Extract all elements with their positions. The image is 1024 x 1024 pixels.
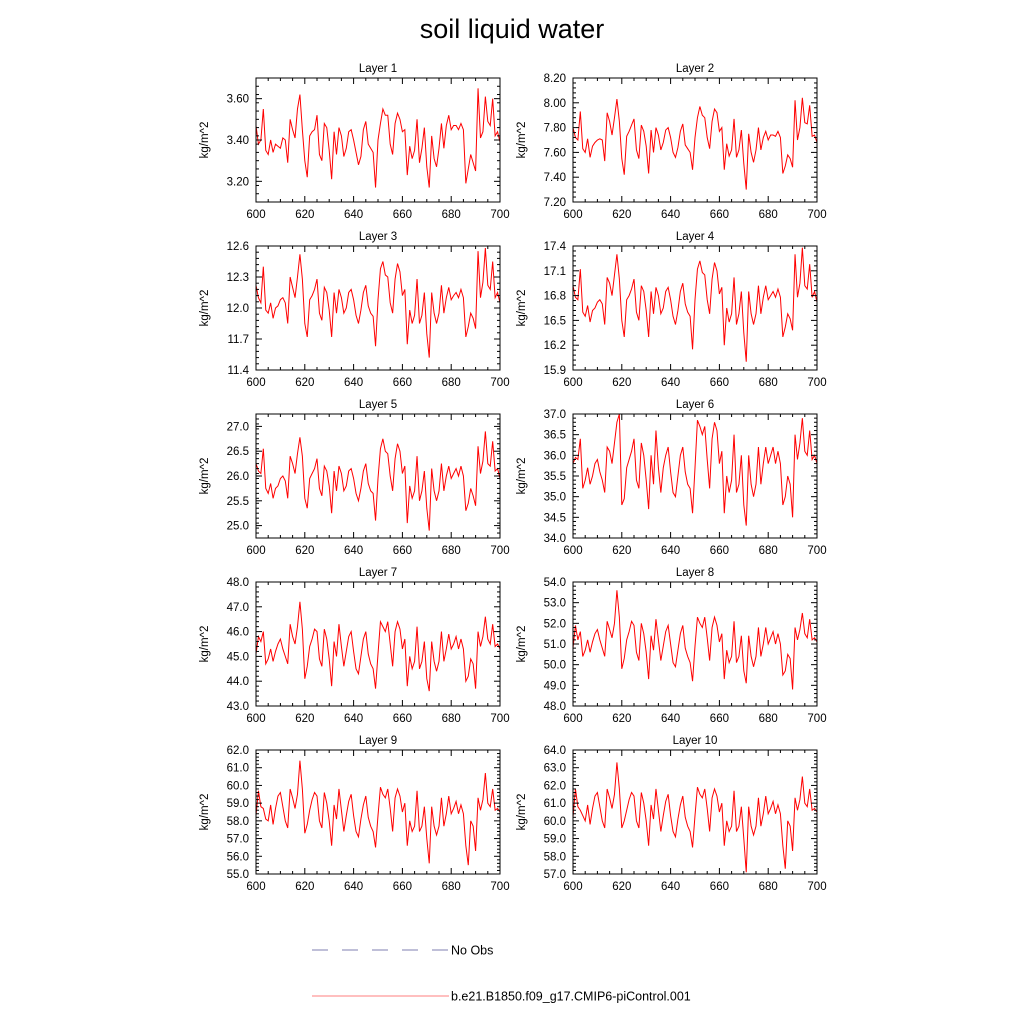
panel-6 (516, 399, 827, 557)
y-tick-label: 34.5 (543, 512, 566, 525)
x-tick-label: 680 (758, 209, 778, 221)
x-tick-label: 660 (709, 881, 729, 893)
x-tick-label: 700 (490, 713, 510, 725)
y-tick-label: 36.0 (543, 450, 566, 463)
x-tick-label: 640 (344, 209, 364, 221)
series-line (256, 248, 500, 358)
x-tick-label: 700 (490, 377, 510, 389)
x-tick-label: 620 (295, 713, 315, 725)
y-tick-label: 61.0 (543, 798, 566, 811)
chart-title: soil liquid water (419, 14, 605, 44)
x-tick-label: 600 (246, 881, 266, 893)
y-tick-label: 48.0 (226, 577, 249, 589)
y-axis-label: kg/m^2 (516, 289, 528, 327)
y-tick-label: 7.60 (543, 147, 566, 160)
x-tick-label: 660 (392, 377, 412, 389)
y-tick-label: 17.1 (543, 265, 566, 278)
y-tick-label: 15.9 (543, 365, 566, 377)
y-tick-label: 17.4 (543, 241, 566, 253)
x-tick-label: 700 (807, 881, 827, 893)
y-tick-label: 63.0 (543, 762, 566, 775)
legend-label-no-obs: No Obs (451, 943, 494, 958)
panel-2 (516, 63, 827, 221)
x-tick-label: 660 (392, 209, 412, 221)
series-line (256, 431, 500, 530)
x-tick-label: 600 (246, 209, 266, 221)
x-tick-label: 700 (807, 377, 827, 389)
series-line (573, 762, 817, 872)
x-tick-label: 640 (661, 209, 681, 221)
x-tick-label: 660 (709, 209, 729, 221)
x-tick-label: 640 (661, 881, 681, 893)
y-tick-label: 27.0 (226, 421, 249, 434)
y-tick-label: 12.6 (226, 241, 249, 253)
panel-4 (516, 231, 827, 389)
y-tick-label: 3.20 (226, 176, 249, 189)
y-tick-label: 50.0 (543, 659, 566, 672)
legend (312, 944, 691, 1004)
x-tick-label: 660 (709, 713, 729, 725)
y-tick-label: 12.0 (226, 303, 249, 315)
x-tick-label: 600 (563, 881, 583, 893)
panel-title: Layer 10 (672, 735, 718, 747)
x-tick-label: 700 (807, 713, 827, 725)
y-tick-label: 3.60 (226, 93, 249, 106)
y-tick-label: 49.0 (543, 680, 566, 693)
y-tick-label: 48.0 (543, 701, 566, 713)
y-tick-label: 16.8 (543, 290, 566, 303)
y-axis-label: kg/m^2 (516, 625, 528, 663)
y-tick-label: 25.5 (226, 495, 249, 508)
y-tick-label: 11.4 (227, 365, 249, 377)
y-tick-label: 57.0 (543, 869, 566, 881)
x-tick-label: 680 (758, 713, 778, 725)
y-tick-label: 62.0 (226, 745, 249, 757)
x-tick-label: 600 (246, 713, 266, 725)
y-tick-label: 3.40 (226, 135, 249, 147)
x-tick-label: 680 (441, 713, 461, 725)
panel-title: Layer 8 (675, 567, 715, 579)
y-tick-label: 56.0 (226, 851, 249, 864)
panel-title: Layer 6 (675, 399, 715, 411)
y-tick-label: 58.0 (226, 815, 249, 828)
x-tick-label: 660 (392, 881, 412, 893)
x-tick-label: 680 (758, 881, 778, 893)
legend-label-model-run: b.e21.B1850.f09_g17.CMIP6-piControl.001 (451, 989, 691, 1004)
panel-8 (516, 567, 827, 725)
plot-frame (256, 582, 500, 706)
y-tick-label: 43.0 (226, 701, 249, 713)
y-tick-label: 12.3 (226, 272, 249, 284)
x-tick-label: 620 (295, 377, 315, 389)
x-tick-label: 600 (246, 377, 266, 389)
x-tick-label: 680 (758, 377, 778, 389)
y-tick-label: 8.20 (543, 73, 566, 85)
panel-title: Layer 1 (358, 63, 398, 75)
y-tick-label: 26.0 (226, 471, 249, 483)
y-tick-label: 44.0 (226, 676, 249, 689)
y-tick-label: 52.0 (543, 618, 566, 631)
y-tick-label: 34.0 (543, 533, 566, 545)
series-line (256, 602, 500, 691)
x-tick-label: 640 (344, 377, 364, 389)
series-line (573, 590, 817, 689)
x-tick-label: 680 (758, 545, 778, 557)
y-tick-label: 59.0 (226, 798, 249, 811)
x-tick-label: 620 (295, 209, 315, 221)
panel-title: Layer 2 (675, 63, 715, 75)
y-tick-label: 16.5 (543, 315, 566, 328)
y-axis-label: kg/m^2 (199, 625, 211, 663)
y-tick-label: 59.0 (543, 833, 566, 846)
y-tick-label: 57.0 (226, 833, 249, 846)
y-tick-label: 11.7 (227, 334, 249, 346)
x-tick-label: 700 (490, 881, 510, 893)
x-tick-label: 620 (295, 881, 315, 893)
y-tick-label: 16.2 (543, 340, 566, 353)
y-tick-label: 7.80 (543, 122, 566, 135)
panel-title: Layer 4 (675, 231, 715, 243)
y-axis-label: kg/m^2 (199, 457, 211, 495)
y-tick-label: 55.0 (226, 869, 249, 881)
x-tick-label: 700 (490, 209, 510, 221)
x-tick-label: 620 (295, 545, 315, 557)
x-tick-label: 620 (612, 713, 632, 725)
y-tick-label: 62.0 (543, 780, 566, 793)
x-tick-label: 660 (709, 545, 729, 557)
x-tick-label: 660 (392, 713, 412, 725)
y-axis-label: kg/m^2 (516, 121, 528, 159)
x-tick-label: 680 (441, 545, 461, 557)
x-tick-label: 640 (661, 713, 681, 725)
panel-3 (199, 231, 510, 389)
y-tick-label: 7.20 (543, 197, 566, 209)
y-tick-label: 7.40 (543, 172, 566, 185)
series-line (256, 761, 500, 866)
panel-title: Layer 9 (358, 735, 398, 747)
y-tick-label: 60.0 (543, 815, 566, 828)
y-tick-label: 54.0 (543, 577, 566, 589)
y-tick-label: 61.0 (226, 762, 249, 775)
y-axis-label: kg/m^2 (516, 457, 528, 495)
y-axis-label: kg/m^2 (199, 121, 211, 159)
x-tick-label: 640 (344, 545, 364, 557)
x-tick-label: 620 (612, 209, 632, 221)
x-tick-label: 660 (709, 377, 729, 389)
x-tick-label: 600 (563, 545, 583, 557)
y-tick-label: 45.0 (226, 651, 249, 664)
panel-title: Layer 7 (358, 567, 398, 579)
x-tick-label: 620 (612, 881, 632, 893)
x-tick-label: 680 (441, 209, 461, 221)
y-tick-label: 53.0 (543, 597, 566, 610)
series-line (573, 98, 817, 190)
x-tick-label: 700 (807, 545, 827, 557)
x-tick-label: 600 (563, 209, 583, 221)
y-tick-label: 26.5 (226, 446, 249, 459)
y-axis-label: kg/m^2 (516, 793, 528, 831)
panels (199, 63, 827, 893)
y-tick-label: 37.0 (543, 409, 566, 421)
y-tick-label: 36.5 (543, 429, 566, 442)
y-tick-label: 60.0 (226, 780, 249, 793)
x-tick-label: 640 (661, 545, 681, 557)
y-tick-label: 35.0 (543, 491, 566, 504)
y-tick-label: 51.0 (543, 639, 566, 651)
x-tick-label: 600 (563, 377, 583, 389)
x-tick-label: 600 (246, 545, 266, 557)
panel-title: Layer 5 (358, 399, 398, 411)
x-tick-label: 640 (344, 713, 364, 725)
y-tick-label: 25.0 (226, 520, 249, 533)
x-tick-label: 640 (344, 881, 364, 893)
panel-9 (199, 735, 510, 893)
y-tick-label: 8.00 (543, 97, 566, 110)
y-tick-label: 46.0 (226, 626, 249, 639)
x-tick-label: 660 (392, 545, 412, 557)
y-tick-label: 58.0 (543, 851, 566, 864)
panel-7 (199, 567, 510, 725)
y-axis-label: kg/m^2 (199, 793, 211, 831)
series-line (256, 88, 500, 187)
series-line (573, 248, 817, 362)
y-axis-label: kg/m^2 (199, 289, 211, 327)
panel-1 (199, 63, 510, 221)
x-tick-label: 620 (612, 377, 632, 389)
panel-10 (516, 735, 827, 893)
y-tick-label: 47.0 (226, 601, 249, 614)
x-tick-label: 620 (612, 545, 632, 557)
series-line (573, 414, 817, 526)
y-tick-label: 35.5 (543, 471, 566, 483)
x-tick-label: 680 (441, 377, 461, 389)
panel-title: Layer 3 (358, 231, 398, 243)
x-tick-label: 700 (490, 545, 510, 557)
x-tick-label: 600 (563, 713, 583, 725)
y-tick-label: 64.0 (543, 745, 566, 757)
panel-5 (199, 399, 510, 557)
x-tick-label: 680 (441, 881, 461, 893)
x-tick-label: 640 (661, 377, 681, 389)
x-tick-label: 700 (807, 209, 827, 221)
